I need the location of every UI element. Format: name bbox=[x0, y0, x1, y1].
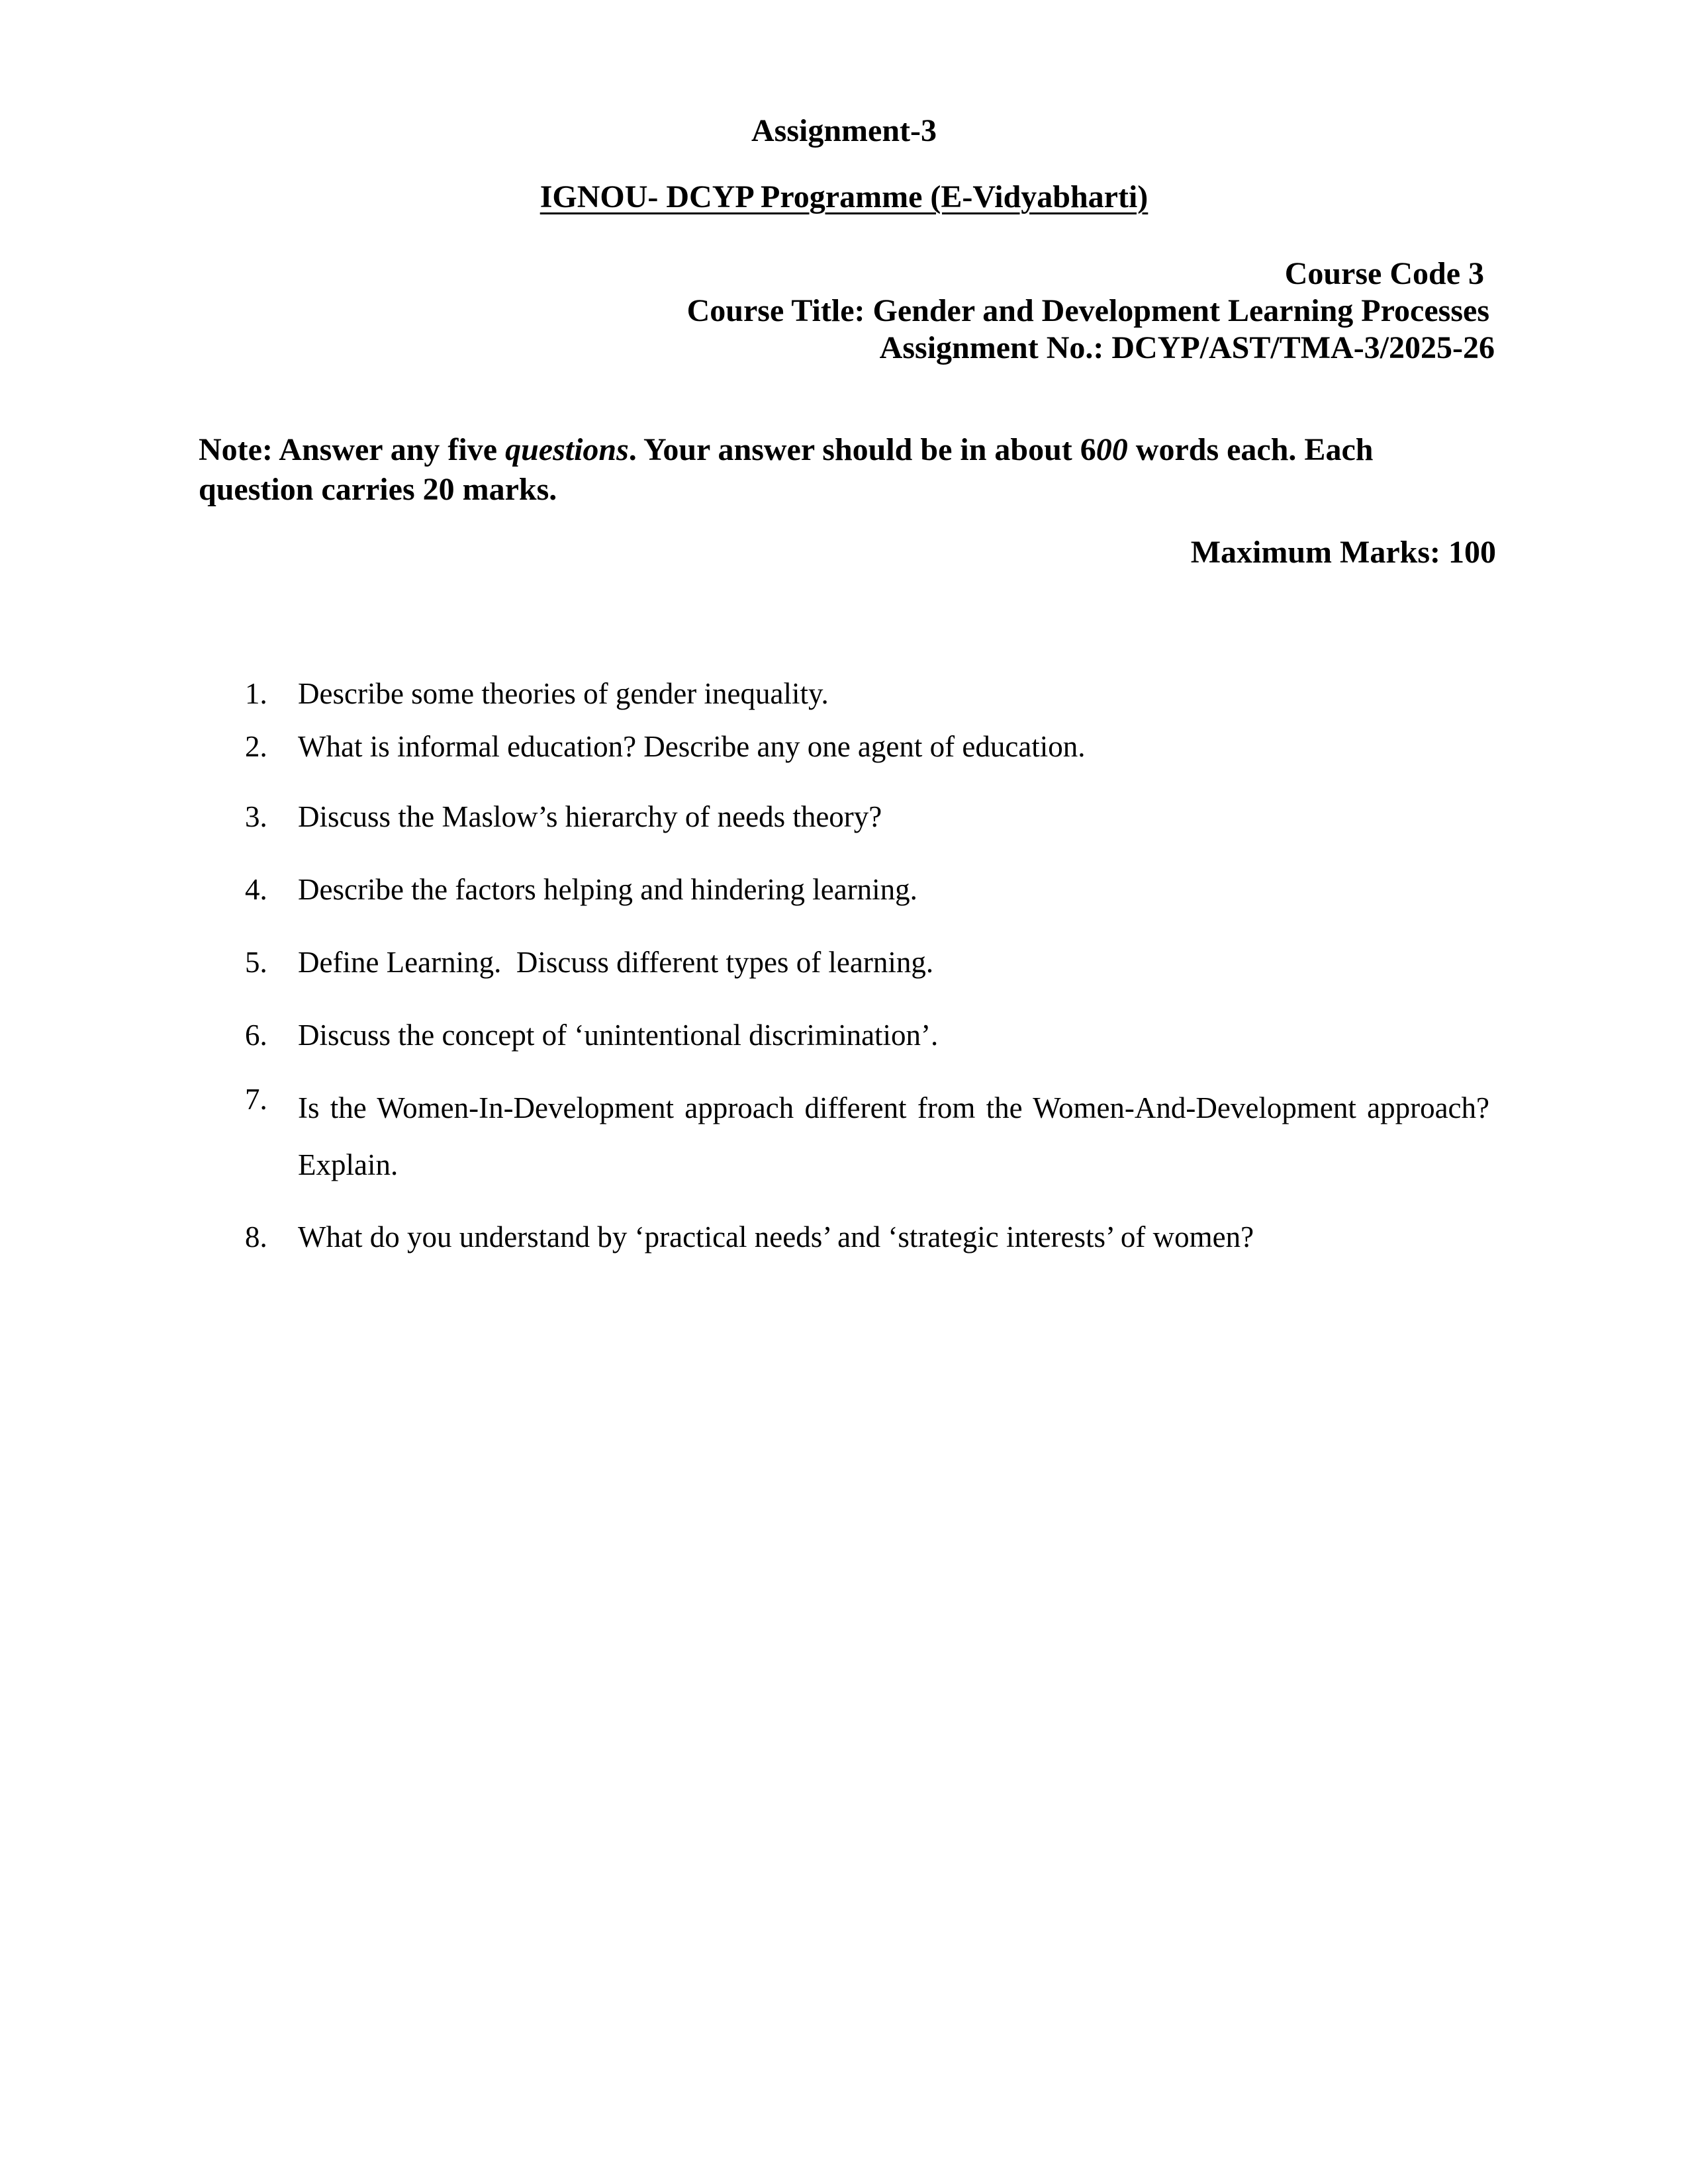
question-number: 6. bbox=[245, 1019, 267, 1052]
note-suffix: words each. Each bbox=[1127, 432, 1374, 467]
question-item bbox=[245, 674, 1489, 713]
assignment-title: Assignment-3 bbox=[751, 113, 937, 148]
question-item bbox=[245, 797, 1489, 837]
question-text: Discuss the concept of ‘unintentional discrimination’. bbox=[298, 1019, 939, 1052]
question-item bbox=[245, 727, 1489, 766]
question-number: 7. bbox=[245, 1083, 267, 1116]
programme-title: IGNOU- DCYP Programme (E-Vidyabharti) bbox=[539, 179, 1149, 214]
question-number: 2. bbox=[245, 730, 267, 763]
question-text: Define Learning. Discuss different types of learning. bbox=[298, 946, 934, 979]
question-number: 4. bbox=[245, 873, 267, 906]
question-item bbox=[245, 942, 1489, 982]
maximum-marks: Maximum Marks: 100 bbox=[1190, 535, 1496, 570]
question-number: 1. bbox=[245, 677, 267, 710]
note-prefix: Note: Answer any five bbox=[199, 432, 506, 467]
note-line-1 bbox=[199, 430, 1496, 470]
question-item bbox=[245, 870, 1489, 909]
instructions-note bbox=[199, 430, 1496, 510]
course-title: Course Title: Gender and Development Learning Processes bbox=[686, 293, 1489, 328]
question-number: 8. bbox=[245, 1220, 267, 1253]
note-italic-word: questions bbox=[505, 432, 629, 467]
question-text: Is the Women-In-Development approach different from the Women-And-Development approach? Explain. bbox=[298, 1091, 1489, 1181]
question-text: Describe the factors helping and hindering learning. bbox=[298, 873, 917, 906]
question-text: Describe some theories of gender inequality. bbox=[298, 677, 829, 710]
question-text: What is informal education? Describe any one agent of education. bbox=[298, 730, 1086, 763]
question-item bbox=[245, 1079, 1489, 1193]
question-number: 3. bbox=[245, 800, 267, 833]
note-middle: . Your answer should be in about 6 bbox=[628, 432, 1096, 467]
note-italic-number: 00 bbox=[1096, 432, 1128, 467]
question-item bbox=[245, 1217, 1489, 1257]
course-code: Course Code 3 bbox=[1284, 256, 1484, 291]
note-line-2: question carries 20 marks. bbox=[199, 472, 557, 507]
question-text: What do you understand by ‘practical needs’ and ‘strategic interests’ of women? bbox=[298, 1220, 1254, 1253]
question-item bbox=[245, 1015, 1489, 1055]
assignment-number: Assignment No.: DCYP/AST/TMA-3/2025-26 bbox=[879, 330, 1495, 365]
question-number: 5. bbox=[245, 946, 267, 979]
question-text: Discuss the Maslow’s hierarchy of needs theory? bbox=[298, 800, 882, 833]
question-list bbox=[245, 674, 1489, 1257]
